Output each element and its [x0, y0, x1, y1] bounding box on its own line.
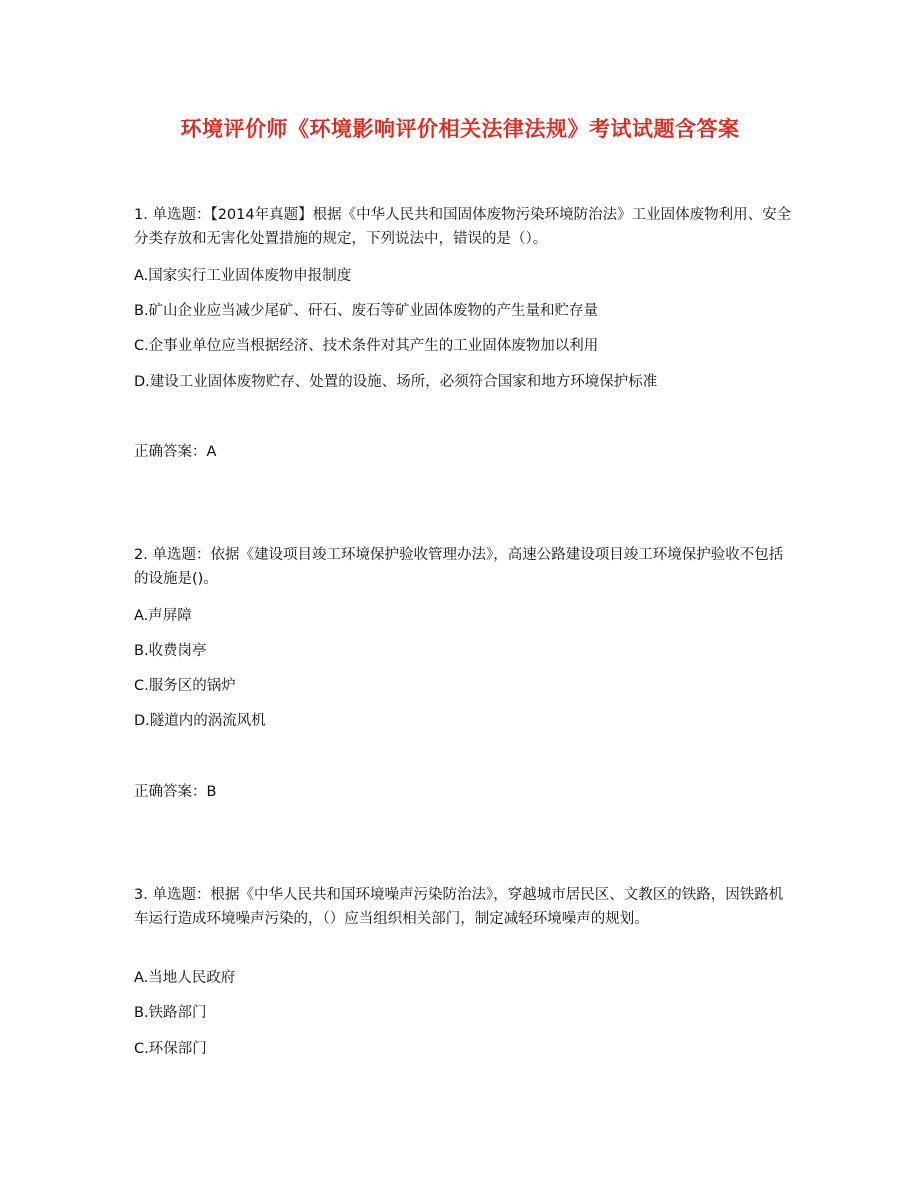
question-stem: 3. 单选题：根据《中华人民共和国环境噪声污染防治法》，穿越城市居民区、文教区的铁路，因铁路机车运行造成环境噪声污染的，（）应当组织相关部门，制定减轻环境噪声的规划。: [134, 887, 784, 927]
option-a: A.当地人民政府: [134, 970, 236, 986]
option-d: D.隧道内的涡流风机: [134, 713, 266, 729]
option-a: A.声屏障: [134, 608, 192, 624]
question-2: [134, 544, 794, 804]
option-d: D.建设工业固体废物贮存、处置的设施、场所，必须符合国家和地方环境保护标准: [134, 374, 658, 390]
option-b: B.收费岗亭: [134, 643, 207, 659]
option-c: C.环保部门: [134, 1041, 207, 1057]
option-b: B.矿山企业应当减少尾矿、矸石、废石等矿业固体废物的产生量和贮存量: [134, 303, 599, 319]
correct-answer: 正确答案：B: [134, 784, 217, 800]
option-c: C.服务区的锅炉: [134, 678, 236, 694]
question-stem: 2. 单选题：依据《建设项目竣工环境保护验收管理办法》，高速公路建设项目竣工环境保护验收不包括的设施是()。: [134, 547, 784, 587]
option-c: C.企事业单位应当根据经济、技术条件对其产生的工业固体废物加以利用: [134, 338, 599, 354]
option-a: A.国家实行工业固体废物申报制度: [134, 268, 352, 284]
question-stem: 1. 单选题：【2014年真题】根据《中华人民共和国固体废物污染环境防治法》工业固体废物利用、安全分类存放和无害化处置措施的规定，下列说法中，错误的是（）。: [134, 207, 792, 247]
correct-answer: 正确答案：A: [134, 444, 217, 460]
question-3: [134, 884, 794, 1084]
question-1: [134, 204, 794, 464]
document-title: 环境评价师《环境影响评价相关法律法规》考试试题含答案: [180, 117, 740, 141]
option-b: B.铁路部门: [134, 1005, 207, 1021]
